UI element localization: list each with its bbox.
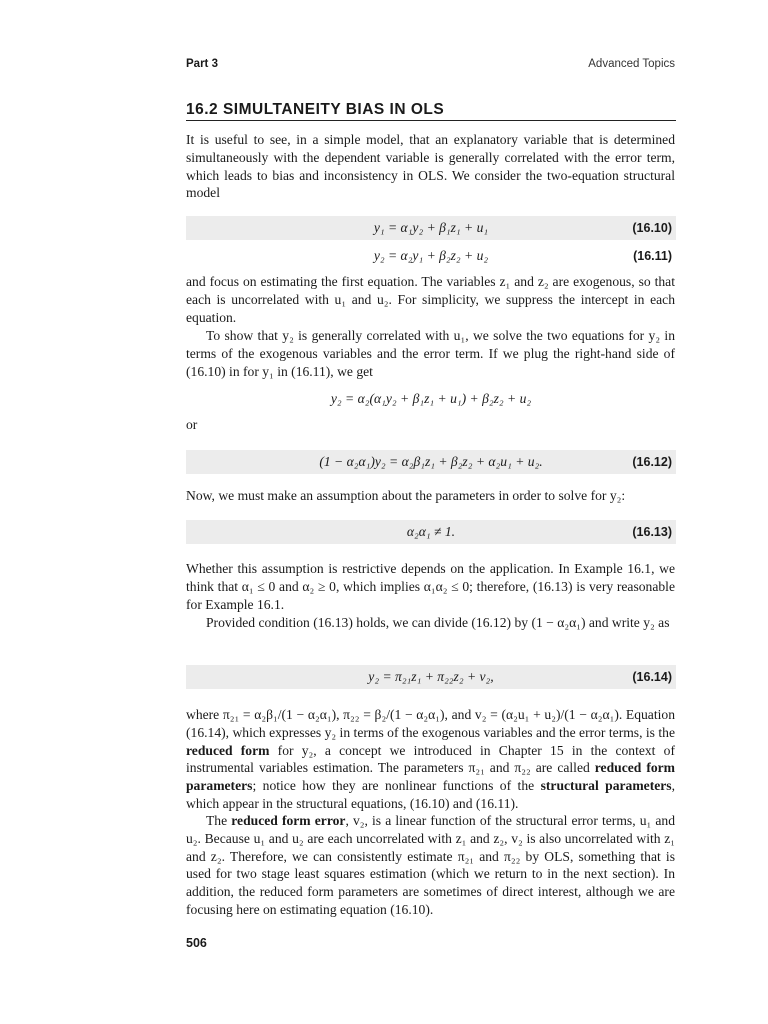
text-run: where π₂₁ = α₂β₁/(1 − α₂α₁), π₂₂ = β₂/(1 − α₂α₁), and v₂ = (α₂u₁ + u₂)/(1 − α₂α₁). Equation (16.14), which expresses y₂ in terms of the exogenous variables and the error terms, is the [186,707,675,740]
equation-number: (16.11) [633,249,672,263]
term-reduced-form-parameters: reduced form parameters [186,760,675,794]
equation-number: (16.10) [632,221,672,235]
equation-substitution [186,387,676,411]
paragraph-restrictive: Whether this assumption is restrictive depends on the application. In Example 16.1, we think that α₁ ≤ 0 and α₂ ≥ 0, which implies α₁α₂ ≤ 0; therefore, (16.13) is very reasonable for Example 16.1. [186,561,675,612]
text-run: The [206,813,232,828]
equation-16-13 [186,520,676,544]
equation-number: (16.12) [632,455,672,469]
text-run: , v₂, is a linear function of the structural error terms, u₁ and u₂. Because u₁ and u₂ are each uncorrelated with z₁ and z₂, v₂ is also uncorrelated with z₁ and z₂. Therefore, we can consistently estimate π₂₁ and π₂₂ by OLS, something that is used for two stage least squares estimation (which we return to in the next section). In addition, the reduced form parameters are sometimes of direct interest, although we are focusing here on estimating equation (16.10). [186,813,676,917]
equation-16-14 [186,665,676,689]
paragraph-focus: and focus on estimating the first equation. The variables z₁ and z₂ are exogenous, so that each is uncorrelated with u₁ and u₂. For simplicity, we suppress the intercept in each equation. [186,274,675,325]
paragraph-or: or [186,417,198,432]
paragraph-show: To show that y₂ is generally correlated with u₁, we solve the two equations for y₂ in terms of the exogenous variables and the error term. If we plug the right-hand side of (16.10) in for y₁ in (16.11), we get [186,328,675,379]
equation-16-11 [186,244,676,268]
term-reduced-form-error: reduced form error [231,813,346,828]
equation-number: (16.13) [632,525,672,539]
term-reduced-form: reduced form [186,742,270,758]
equation-text: y₂ = α₂(α₁y₂ + β₁z₁ + u₁) + β₂z₂ + u₂ [330,391,532,406]
equation-text: y₁ = α₁y₂ + β₁z₁ + u₁ [373,220,489,235]
equation-text: y₂ = π₂₁z₁ + π₂₂z₂ + v₂, [368,669,494,684]
text-run: , which appear in the structural equations, (16.10) and (16.11). [186,778,676,811]
text-run: for y₂, a concept we introduced in Chapter 15 in the context of instrumental variables estimation. The parameters π₂₁ and π₂₂ are called [186,742,675,776]
paragraph-assumption: Now, we must make an assumption about the parameters in order to solve for y₂: [186,488,626,503]
equation-16-12 [186,450,676,474]
term-structural-parameters: structural parameters [540,778,672,794]
running-header-part: Part 3 [186,58,218,70]
equation-number: (16.14) [632,670,672,684]
section-title: 16.2 SIMULTANEITY BIAS IN OLS [186,101,676,121]
equation-16-10 [186,216,676,240]
text-run: ; notice how they are nonlinear functions of the [252,778,541,794]
equation-text: y₂ = α₂y₁ + β₂z₂ + u₂ [373,248,489,263]
running-header-section: Advanced Topics [588,58,675,70]
equation-text: (1 − α₂α₁)y₂ = α₂β₁z₁ + β₂z₂ + α₂u₁ + u₂. [319,454,543,469]
paragraph-intro: It is useful to see, in a simple model, that an explanatory variable that is determined simultaneously with the dependent variable is generally correlated with the error term, which leads to bias and inconsistency in OLS. We consider the two-equation structural model [186,132,675,201]
page-number: 506 [186,936,207,950]
paragraph-reduced-form [186,706,675,813]
equation-text: α₂α₁ ≠ 1. [406,524,456,539]
paragraph-provided: Provided condition (16.13) holds, we can divide (16.12) by (1 − α₂α₁) and write y₂ as [206,615,670,630]
paragraph-reduced-form-error [186,812,675,919]
